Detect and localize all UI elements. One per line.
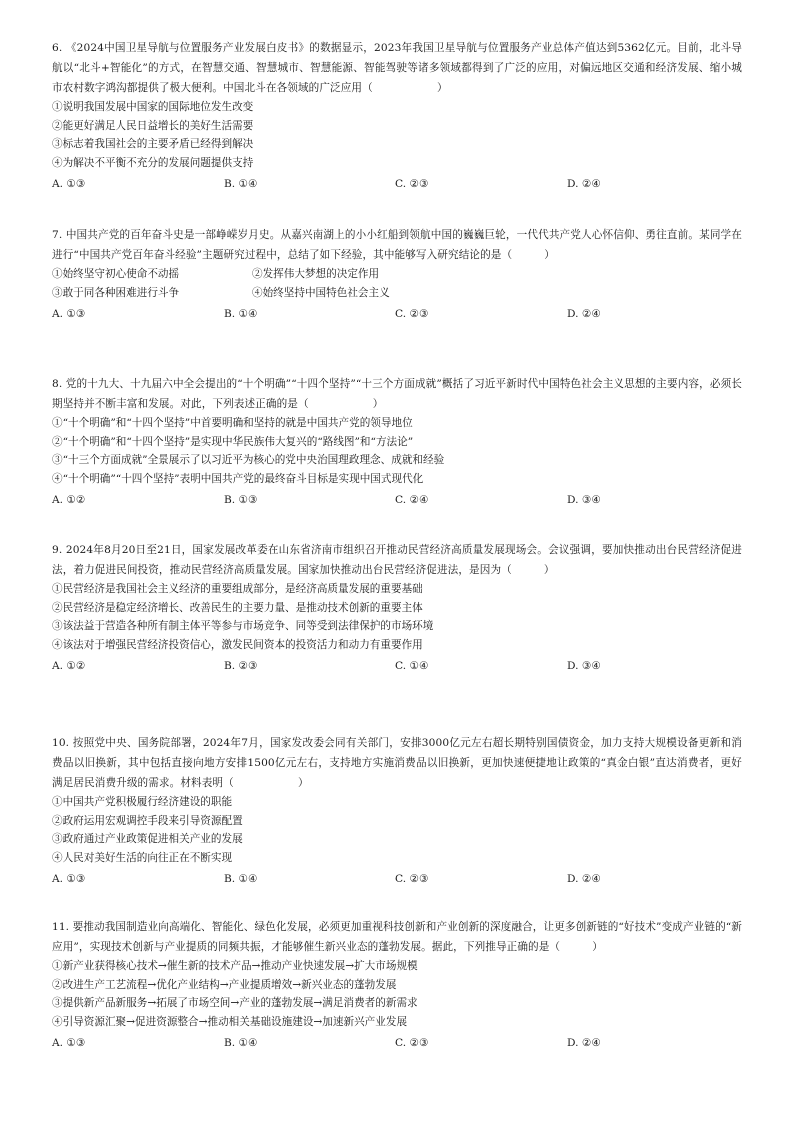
statement-4: ④人民对美好生活的向往正在不断实现 <box>52 851 233 864</box>
answer-options <box>52 494 742 512</box>
option-a[interactable]: A. ①③ <box>52 873 86 885</box>
option-a[interactable]: A. ①② <box>52 494 86 506</box>
option-b[interactable]: B. ①④ <box>224 1037 258 1049</box>
statement-grid <box>52 265 742 302</box>
statement-2: ②发挥伟大梦想的决定作用 <box>252 268 380 280</box>
statement-1: ①说明我国发展中国家的国际地位发生改变 <box>52 101 254 113</box>
question-stem: 7. 中国共产党的百年奋斗史是一部峥嵘岁月史。从嘉兴南湖上的小小红船到领航中国的巍巍巨轮，一代代共产党人心怀信仰、勇往直前。某同学在进行“中国共产党百年奋斗经验”主题研究过程中，总结了如下经验，其中能够写入研究结论的是（ ） <box>52 229 742 261</box>
option-c[interactable]: C. ②③ <box>395 308 429 320</box>
statement-4: ④引导资源汇聚→促进资源整合→推动相关基础设施建设→加速新兴产业发展 <box>52 1015 408 1028</box>
statement-2: ②“十个明确”和“十四个坚持”是实现中华民族伟大复兴的“路线图”和“方法论” <box>52 435 414 448</box>
question-stem: 10. 按照党中央、国务院部署，2024年7月，国家发改委会同有关部门，安排3000亿元左右超长期特别国债资金，加力支持大规模设备更新和消费品以旧换新，其中包括直接向地方安排1500亿元左右，支持地方实施消费品以旧换新，更加快速便捷地让政策的“真金白银”直达消费者，更好满足居民消费升级的需求。材料表明（ ） <box>52 737 742 789</box>
option-a[interactable]: A. ①③ <box>52 308 86 320</box>
question-stem: 11. 要推动我国制造业向高端化、智能化、绿色化发展，必须更加重视科技创新和产业创新的深度融合，让更多创新链的“好技术”变成产业链的“新应用”，实现技术创新与产业提质的同频共振，才能够催生新兴业态的蓬勃发展。据此，下列推导正确的是（ ） <box>52 921 742 953</box>
answer-options <box>52 308 742 326</box>
question-stem: 8. 党的十九大、十九届六中全会提出的“十个明确”“十四个坚持”“十三个方面成就”概括了习近平新时代中国特色社会主义思想的主要内容，必须长期坚持并不断丰富和发展。对此，下列表述正确的是（ ） <box>52 378 742 410</box>
option-d[interactable]: D. ③④ <box>567 494 601 506</box>
statement-3: ③该法益于营造各种所有制主体平等参与市场竞争、同等受到法律保护的市场环境 <box>52 620 434 632</box>
option-b[interactable]: B. ①④ <box>224 178 258 190</box>
statement-4: ④“十个明确”“十四个坚持”表明中国共产党的最终奋斗目标是实现中国式现代化 <box>52 472 424 485</box>
option-d[interactable]: D. ②④ <box>567 178 601 190</box>
option-a[interactable]: A. ①③ <box>52 1037 86 1049</box>
option-c[interactable]: C. ②③ <box>395 178 429 190</box>
question-11 <box>52 917 742 1055</box>
option-d[interactable]: D. ②④ <box>567 873 601 885</box>
statement-3: ③标志着我国社会的主要矛盾已经得到解决 <box>52 138 254 150</box>
option-d[interactable]: D. ②④ <box>567 308 601 320</box>
statement-4: ④为解决不平衡不充分的发展问题提供支持 <box>52 156 254 169</box>
statement-2: ②改进生产工艺流程→优化产业结构→产业提质增效→新兴业态的蓬勃发展 <box>52 978 397 991</box>
question-8 <box>52 374 742 512</box>
option-d[interactable]: D. ②④ <box>567 1037 601 1049</box>
statement-1: ①中国共产党积极履行经济建设的职能 <box>52 796 233 808</box>
statement-2: ②能更好满足人民日益增长的美好生活需要 <box>52 119 254 132</box>
answer-options <box>52 660 742 678</box>
answer-options <box>52 873 742 891</box>
statement-1: ①“十个明确”和“十四个坚持”中首要明确和坚持的就是中国共产党的领导地位 <box>52 417 413 429</box>
statement-3: ③敢于同各种困难进行斗争 <box>52 286 180 299</box>
option-c[interactable]: C. ②③ <box>395 873 429 885</box>
question-stem: 6. 《2024中国卫星导航与位置服务产业发展白皮书》的数据显示，2023年我国卫星导航与位置服务产业总体产值达到5362亿元。目前，北斗导航以“北斗+智能化”的方式，在智慧交通、智慧城市、智慧能源、智能驾驶等诸多领域都得到了广泛的应用，对偏远地区交通和经济发展、缩小城市农村数字鸿沟都提供了极大便利。中国北斗在各领域的广泛应用（ ） <box>52 42 742 94</box>
option-b[interactable]: B. ①④ <box>224 308 258 320</box>
question-7 <box>52 225 742 326</box>
option-d[interactable]: D. ③④ <box>567 660 601 672</box>
option-c[interactable]: C. ①④ <box>395 660 429 672</box>
option-b[interactable]: B. ①③ <box>224 494 258 506</box>
option-b[interactable]: B. ②③ <box>224 660 258 672</box>
option-c[interactable]: C. ②④ <box>395 494 429 506</box>
answer-options <box>52 1037 742 1055</box>
question-6 <box>52 38 742 196</box>
statement-3: ③政府通过产业政策促进相关产业的发展 <box>52 833 243 845</box>
answer-options <box>52 178 742 196</box>
statement-1: ①新产业获得核心技术→催生新的技术产品→推动产业快速发展→扩大市场规模 <box>52 960 418 972</box>
statement-4: ④始终坚持中国特色社会主义 <box>252 286 390 299</box>
statement-3: ③“十三个方面成就”全景展示了以习近平为核心的党中央治国理政理念、成就和经验 <box>52 454 445 466</box>
option-c[interactable]: C. ②③ <box>395 1037 429 1049</box>
option-a[interactable]: A. ①③ <box>52 178 86 190</box>
statement-2: ②政府运用宏观调控手段来引导资源配置 <box>52 814 243 827</box>
statement-4: ④该法对于增强民营经济投资信心，激发民间资本的投资活力和动力有重要作用 <box>52 638 423 651</box>
option-b[interactable]: B. ①④ <box>224 873 258 885</box>
statement-3: ③提供新产品新服务→拓展了市场空间→产业的蓬勃发展→满足消费者的新需求 <box>52 997 418 1009</box>
question-10 <box>52 733 742 891</box>
statement-1: ①民营经济是我国社会主义经济的重要组成部分，是经济高质量发展的重要基础 <box>52 583 423 595</box>
option-a[interactable]: A. ①② <box>52 660 86 672</box>
statement-2: ②民营经济是稳定经济增长、改善民生的主要力量、是推动技术创新的重要主体 <box>52 601 423 614</box>
statement-1: ①始终坚守初心使命不动摇 <box>52 268 180 280</box>
question-9 <box>52 540 742 678</box>
question-stem: 9. 2024年8月20日至21日，国家发展改革委在山东省济南市组织召开推动民营经济高质量发展现场会。会议强调，要加快推动出台民营经济促进法，着力促进民间投资，推动民营经济高质量发展。国家加快推动出台民营经济促进法，是因为（ ） <box>52 544 742 576</box>
